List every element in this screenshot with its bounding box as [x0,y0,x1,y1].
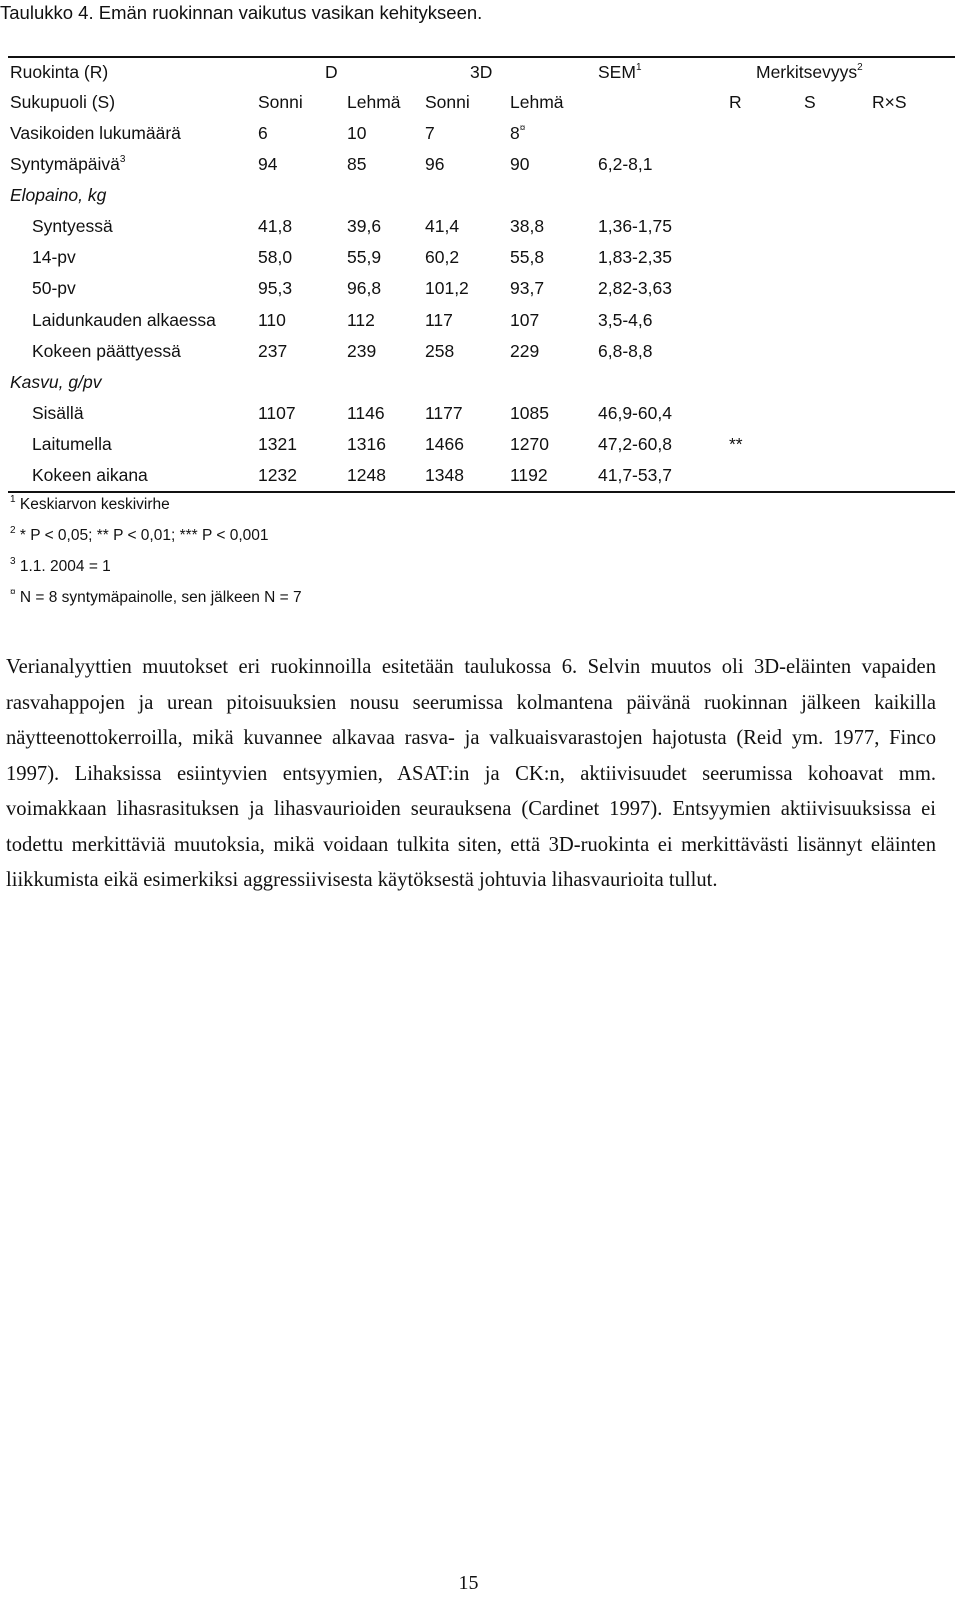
header-sex-label: Sukupuoli (S) [10,92,116,112]
table-row [0,121,960,145]
cell-sem: 1,83-2,35 [598,247,672,267]
section-label: Kasvu, g/pv [10,372,102,392]
footnote: $^1$ Keskiarvon keskivirhe [10,493,170,513]
cell: 93,7 [510,278,545,298]
table-row [0,152,960,176]
cell-sem: 6,2-8,1 [598,154,653,174]
cell-sem: 1,36-1,75 [598,216,672,236]
body-paragraph [6,650,936,899]
row-label: Kokeen aikana [32,465,148,485]
cell: 90 [510,154,530,174]
table-row [0,463,960,487]
cell: 1146 [347,403,385,423]
cell-significance-r: ** [729,434,743,454]
cell: 41,4 [425,216,460,236]
cell: 117 [425,310,453,330]
cell: 8¤ [510,123,526,143]
footnote: ¤ N = 8 syntymäpainolle, sen jälkeen N = 7 [10,586,302,606]
cell: 95,3 [258,278,293,298]
cell: 60,2 [425,247,460,267]
table-row [0,339,960,363]
cell-sem: 6,8-8,8 [598,341,653,361]
row-label: Syntymäpäivä$^3$ [10,154,126,174]
cell: 107 [510,310,540,330]
cell: 1177 [425,403,463,423]
cell-sem: 2,82-3,63 [598,278,672,298]
header-row-feeding [0,60,960,84]
cell: 85 [347,154,367,174]
cell: 1085 [510,403,549,423]
header-d: D [325,62,338,82]
row-label: Laidunkauden alkaessa [32,310,216,330]
header-rxs: R×S [872,92,907,112]
row-label: Sisällä [32,403,84,423]
cell: 39,6 [347,216,382,236]
cell: 101,2 [425,278,469,298]
cell: 96,8 [347,278,382,298]
table-top-rule [8,56,955,58]
cell: 229 [510,341,540,361]
row-label: Vasikoiden lukumäärä [10,123,181,143]
cell: 239 [347,341,377,361]
cell: 1248 [347,465,386,485]
cell: 1466 [425,434,464,454]
cell: 96 [425,154,445,174]
table-caption: Taulukko 4. Emän ruokinnan vaikutus vasikan kehitykseen. [0,2,483,23]
cell: 1270 [510,434,549,454]
cell: 112 [347,310,375,330]
cell: 1316 [347,434,386,454]
header-row-sex [0,90,960,114]
row-label: Syntyessä [32,216,113,236]
cell: 1192 [510,465,548,485]
cell: 1321 [258,434,297,454]
cell-sem: 3,5-4,6 [598,310,653,330]
cell: 1348 [425,465,464,485]
header-col-4: Lehmä [510,92,564,112]
cell: 55,9 [347,247,382,267]
row-label: 50-pv [32,278,76,298]
cell: 10 [347,123,367,143]
table-row [0,432,960,456]
row-label: Kokeen päättyessä [32,341,181,361]
cell: 1107 [258,403,296,423]
table-section-row [0,183,960,207]
cell: 1232 [258,465,297,485]
cell-sem: 47,2-60,8 [598,434,672,454]
header-r: R [729,92,742,112]
table-row [0,276,960,300]
section-label: Elopaino, kg [10,185,107,205]
header-s: S [804,92,816,112]
footnote: $^2$ * P < 0,05; ** P < 0,01; *** P < 0,001 [10,524,269,544]
table-row [0,214,960,238]
cell: 55,8 [510,247,545,267]
cell: 237 [258,341,288,361]
cell-sem: 41,7-53,7 [598,465,672,485]
cell: 41,8 [258,216,293,236]
header-merkitsevyys: Merkitsevyys$^2$ [756,62,863,82]
table-bottom-rule [8,491,955,493]
cell: 38,8 [510,216,545,236]
table-row [0,245,960,269]
header-col-2: Lehmä [347,92,401,112]
cell: 258 [425,341,455,361]
footnote: $^3$ 1.1. 2004 = 1 [10,555,111,575]
header-col-3: Sonni [425,92,470,112]
cell: 7 [425,123,435,143]
row-label: 14-pv [32,247,76,267]
cell: 110 [258,310,286,330]
header-3d: 3D [470,62,493,82]
table-row [0,401,960,425]
row-label: Laitumella [32,434,112,454]
cell: 58,0 [258,247,293,267]
cell: 94 [258,154,278,174]
cell: 6 [258,123,268,143]
header-feeding-label: Ruokinta (R) [10,62,109,82]
table-row [0,308,960,332]
header-sem: SEM$^1$ [598,62,642,82]
table-section-row [0,370,960,394]
header-col-1: Sonni [258,92,303,112]
body-paragraph-text: Verianalyyttien muutokset eri ruokinnoilla esitetään taulukossa 6. Selvin muutos oli 3D-eläinten vapaiden rasvahappojen ja urean pitoisuuksien nousu seerumissa kolmantena päivänä ruokinnan jälkeen kaikilla näytteenottokerroilla, mikä kuvannee alkavaa rasva- ja valkuaisvarastojen hajotusta (Reid ym. 1977, Finco 1997). Lihaksissa esiintyvien entsyymien, ASAT:in ja CK:n, aktiivisuudet seerumissa kohoavat mm. voimakkaan lihasrasituksen ja lihasvaurioiden seurauksena (Cardinet 1997). Entsyymien aktiivisuuksissa ei todettu merkittäviä muutoksia, mikä voidaan tulkita siten, että 3D-ruokinta ei merkittävästi lisännyt eläinten liikkumista eikä esimerkiksi aggressiivisesta käytöksestä johtuvia lihasvaurioita tullut. [6,656,936,891]
cell-sem: 46,9-60,4 [598,403,672,423]
page-number: 15 [458,1572,479,1594]
